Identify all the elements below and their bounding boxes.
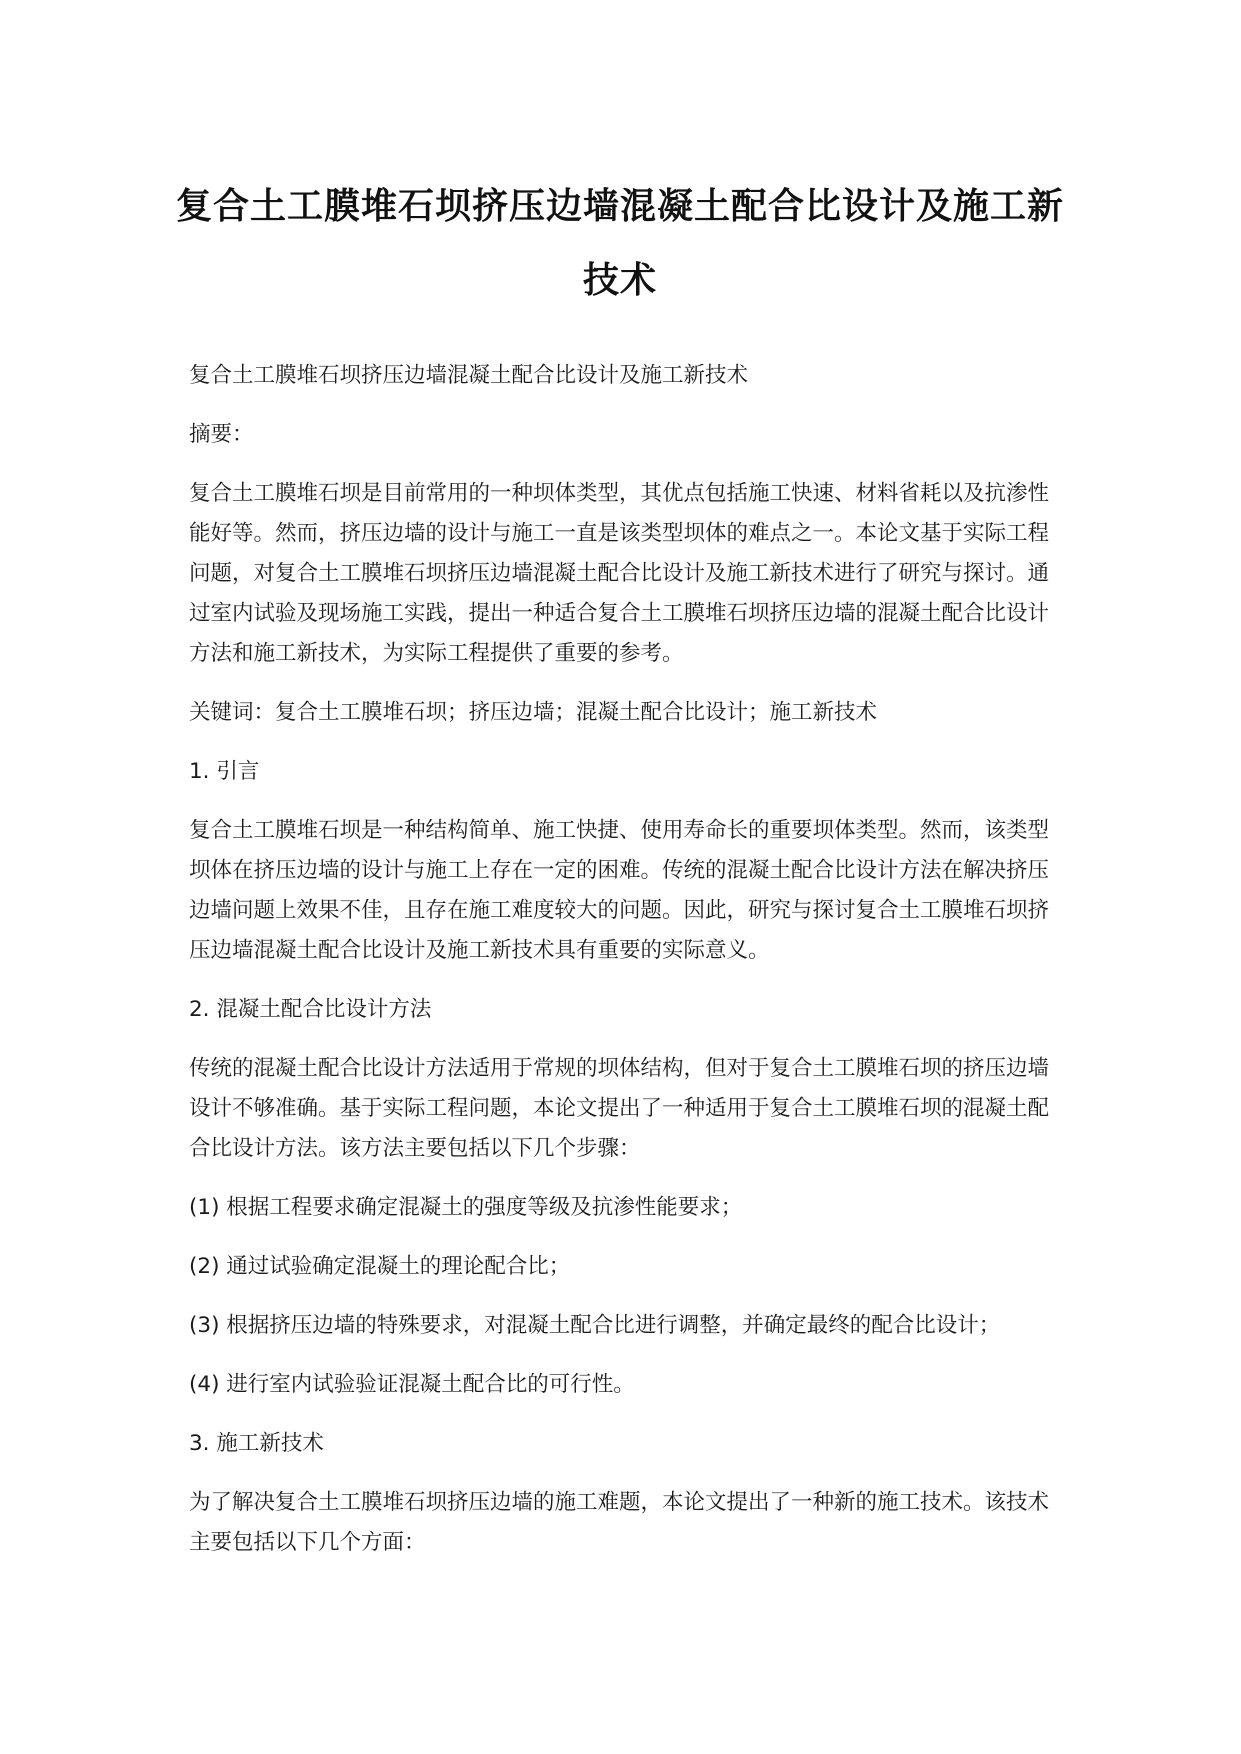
introduction-paragraph: 复合土工膜堆石坝是一种结构简单、施工快捷、使用寿命长的重要坝体类型。然而，该类型坝体在挤压边墙的设计与施工上存在一定的困难。传统的混凝土配合比设计方法在解决挤压边墙问题上效果不佳，且存在施工难度较大的问题。因此，研究与探讨复合土工膜堆石坝挤压边墙混凝土配合比设计及施工新技术具有重要的实际意义。: [189, 818, 1050, 963]
step-item-3: (3) 根据挤压边墙的特殊要求，对混凝土配合比进行调整，并确定最终的配合比设计；: [189, 1313, 1001, 1338]
step-item-4: (4) 进行室内试验验证混凝土配合比的可行性。: [189, 1372, 635, 1397]
step-item-2: (2) 通过试验确定混凝土的理论配合比；: [189, 1254, 571, 1279]
section-heading-mix-design: 2. 混凝土配合比设计方法: [189, 997, 432, 1022]
keywords-paragraph: 关键词：复合土工膜堆石坝；挤压边墙；混凝土配合比设计；施工新技术: [189, 700, 878, 725]
step-item-1: (1) 根据工程要求确定混凝土的强度等级及抗渗性能要求；: [189, 1195, 743, 1220]
section-heading-introduction: 1. 引言: [189, 759, 260, 784]
document-title: 复合土工膜堆石坝挤压边墙混凝土配合比设计及施工新技术: [175, 186, 1064, 301]
construction-paragraph: 为了解决复合土工膜堆石坝挤压边墙的施工难题，本论文提出了一种新的施工技术。该技术主要包括以下几个方面：: [189, 1490, 1050, 1555]
section-heading-construction: 3. 施工新技术: [189, 1431, 324, 1456]
subtitle-paragraph: 复合土工膜堆石坝挤压边墙混凝土配合比设计及施工新技术: [189, 363, 749, 388]
document-body: [189, 356, 1049, 1582]
abstract-paragraph: 复合土工膜堆石坝是目前常用的一种坝体类型，其优点包括施工快速、材料省耗以及抗渗性能好等。然而，挤压边墙的设计与施工一直是该类型坝体的难点之一。本论文基于实际工程问题，对复合土工膜堆石坝挤压边墙混凝土配合比设计及施工新技术进行了研究与探讨。通过室内试验及现场施工实践，提出一种适合复合土工膜堆石坝挤压边墙的混凝土配合比设计方法和施工新技术，为实际工程提供了重要的参考。: [189, 481, 1050, 666]
abstract-heading: 摘要：: [189, 422, 254, 447]
mix-design-paragraph: 传统的混凝土配合比设计方法适用于常规的坝体结构，但对于复合土工膜堆石坝的挤压边墙设计不够准确。基于实际工程问题，本论文提出了一种适用于复合土工膜堆石坝的混凝土配合比设计方法。该方法主要包括以下几个步骤：: [189, 1056, 1050, 1161]
